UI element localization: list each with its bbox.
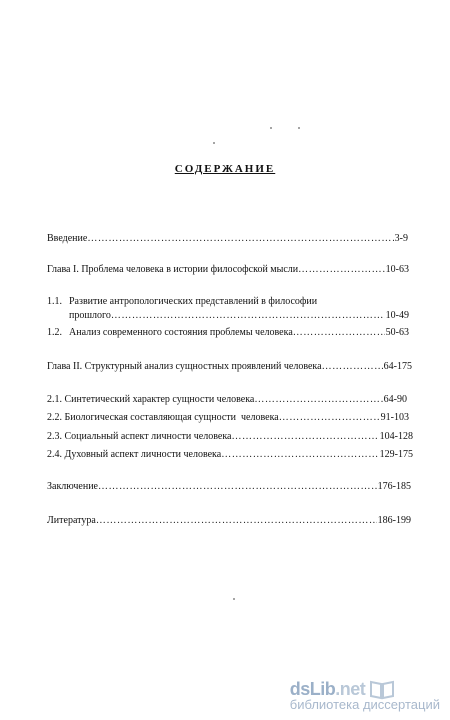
toc-entry-chapter-1[interactable] (47, 264, 409, 276)
watermark-logo: dsLib.net (289, 678, 366, 699)
leader-dots (293, 327, 385, 339)
toc-entry-label: Глава II. Структурный анализ сущностных проявлений человека (47, 361, 322, 372)
toc-entry-2-4[interactable] (47, 449, 413, 461)
leader-dots (279, 412, 380, 424)
toc-entry-pages: 50-63 (385, 327, 409, 338)
toc-entry-label: Глава I. Проблема человека в истории философской мысли (47, 264, 299, 275)
toc-entry-2-1[interactable] (47, 394, 407, 406)
toc-entry-label: 2.2. Биологическая составляющая сущности человека (47, 412, 279, 423)
watermark-subtitle: библиотека диссертаций (289, 697, 440, 712)
toc-entry-pages: 64-175 (383, 361, 412, 372)
toc-entry-2-2[interactable] (47, 412, 409, 424)
scan-speck (298, 127, 300, 129)
scan-speck (213, 142, 215, 144)
toc-entry-pages: 10-49 (385, 310, 409, 321)
toc-entry-label-continued: прошлого (69, 310, 111, 321)
toc-entry-label: 2.3. Социальный аспект личности человека (47, 431, 232, 442)
toc-entry-label: Анализ современного состояния проблемы человека (69, 327, 293, 338)
leader-dots (221, 449, 378, 461)
toc-entry-conclusion[interactable] (47, 481, 411, 493)
toc-entry-1-1-line2[interactable] (69, 310, 409, 322)
toc-entry-pages: 91-103 (380, 412, 409, 423)
toc-entry-label: Заключение (47, 481, 98, 492)
toc-entry-chapter-2[interactable] (47, 361, 412, 373)
toc-entry-pages: 104-128 (379, 431, 413, 442)
toc-entry-label: 2.1. Синтетический характер сущности человека (47, 394, 255, 405)
toc-entry-pages: 10-63 (385, 264, 409, 275)
leader-dots (98, 481, 377, 493)
leader-dots (231, 431, 378, 443)
dslib-watermark[interactable] (290, 678, 440, 712)
toc-entry-pages: 129-175 (379, 449, 413, 460)
toc-entry-2-3[interactable] (47, 431, 413, 443)
leader-dots (87, 233, 393, 245)
leader-dots (111, 310, 385, 322)
toc-entry-intro[interactable] (47, 233, 408, 245)
toc-entry-1-1-line1[interactable] (47, 296, 317, 308)
toc-title: СОДЕРЖАНИЕ (174, 163, 276, 175)
toc-entry-label: Введение (47, 233, 88, 244)
toc-entry-pages: 64-90 (383, 394, 407, 405)
leader-dots (96, 515, 377, 527)
scan-speck (233, 598, 235, 600)
toc-entry-pages: 3-9 (394, 233, 408, 244)
scan-speck (270, 127, 272, 129)
toc-entry-1-2[interactable] (47, 327, 409, 339)
toc-entry-number: 1.2. (47, 327, 62, 338)
leader-dots (254, 394, 382, 406)
toc-entry-number: 1.1. (47, 296, 62, 307)
toc-entry-label: 2.4. Духовный аспект личности человека (47, 449, 222, 460)
leader-dots (322, 361, 383, 373)
leader-dots (298, 264, 385, 276)
toc-entry-pages: 176-185 (377, 481, 411, 492)
toc-entry-pages: 186-199 (377, 515, 411, 526)
toc-entry-bibliography[interactable] (47, 515, 411, 527)
toc-entry-label: Литература (47, 515, 96, 526)
toc-entry-label: Развитие антропологических представлений в философии (69, 296, 318, 307)
